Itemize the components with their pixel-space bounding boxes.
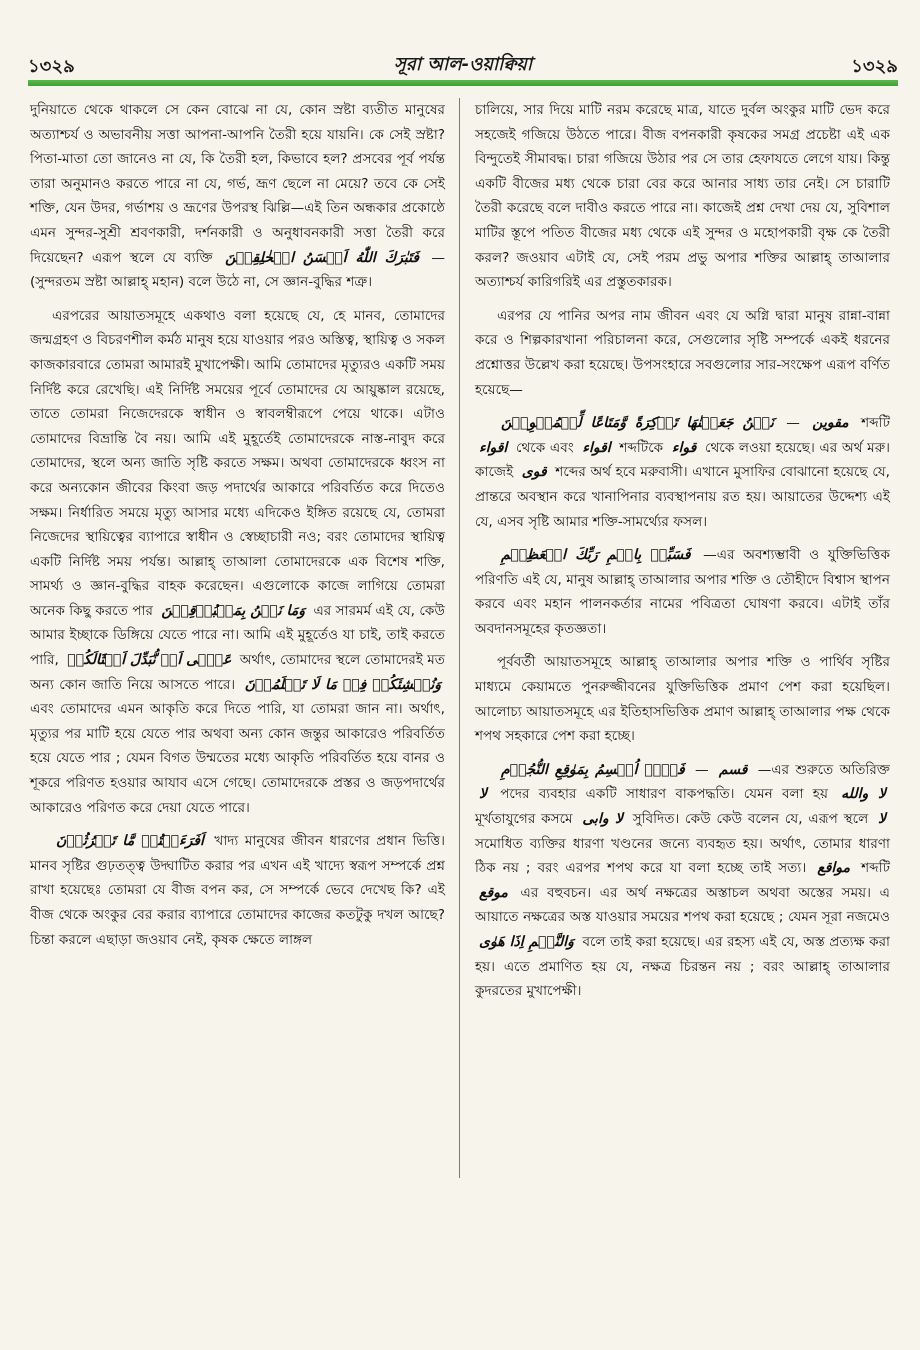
right-paragraph-6 bbox=[475, 758, 890, 1004]
column-divider bbox=[459, 98, 460, 1178]
arabic-verse: وَمَا نَحۡنُ بِمَسۡبُوۡقِيۡنَ bbox=[161, 602, 306, 619]
arabic-verse: وَالنَّجۡمِ اِذَا هَوٰى bbox=[479, 934, 574, 950]
text-run: শব্দের অর্থ হবে মরুবাসী। এখানে মুসাফির বোঝানো হয়েছে যে, প্রান্তরে অবস্থান করে খানাপিনার ব্যবস্থাপনায় রত হয়। আয়াতের উদ্দেশ্য এই যে, এসব সৃষ্টি আমার শক্তি-সামর্থ্যের ফসল। bbox=[475, 464, 890, 530]
arabic-word: لا bbox=[878, 811, 886, 828]
left-paragraph-1 bbox=[30, 98, 445, 295]
text-run: শব্দটিকে bbox=[619, 439, 664, 456]
arabic-verse: فَتَبٰرَكَ اللّٰهُ اَحۡسَنُ الۡخٰلِقِيۡنَ bbox=[225, 249, 420, 266]
arabic-word: موقع bbox=[479, 884, 508, 901]
header-rule bbox=[28, 80, 898, 86]
arabic-word: لا bbox=[479, 786, 487, 803]
arabic-word: اقواء bbox=[582, 439, 611, 456]
arabic-verse: فَسَبِّحۡ بِاسۡمِ رَبِّكَ الۡعَظِيۡمِ bbox=[501, 547, 691, 564]
text-run: থেকে লওয়া হয়েছে। এর অর্থ মরু। কাজেই bbox=[475, 439, 891, 481]
arabic-verse: وَنُنۡشِئَكُمۡ فِیۡ مَا لَا تَعۡلَمُوۡنَ bbox=[244, 676, 442, 693]
text-run: শব্দটি bbox=[861, 860, 890, 877]
left-column bbox=[30, 98, 445, 961]
text-run: মূর্খতাযুগের কসমে bbox=[475, 811, 573, 828]
text-run: —এর শুরুতে অতিরিক্ত bbox=[757, 761, 891, 778]
arabic-verse: عَلٰۤى اَنۡ نُّبَدِّلَ اَمۡثَالَكُمۡ bbox=[67, 652, 232, 669]
arabic-word: لا وابى bbox=[582, 811, 623, 828]
right-paragraph-5 bbox=[475, 650, 890, 748]
right-paragraph-3 bbox=[475, 411, 890, 534]
text-run: এর সারমর্ম এই যে, কেউ আমার ইচ্ছাকে ডিঙ্গিয়ে যেতে পারে না। আমি এই মুহূর্তেও যা চাই, তাই করতে পারি, bbox=[30, 602, 446, 669]
text-run: —(সুন্দরতম স্রষ্টা আল্লাহ্ মহান) বলে উঠে না, সে জ্ঞান-বুদ্ধির শত্রু। bbox=[30, 249, 445, 291]
text-run: পদের ব্যবহার একটি সাধারণ বাকপদ্ধতি। যেমন বলা হয় bbox=[500, 786, 828, 803]
page-number-right: ১৩২৯ bbox=[851, 56, 898, 77]
page-header bbox=[28, 46, 898, 86]
text-run: এরপর যে পানির অপর নাম জীবন এবং যে অগ্নি দ্বারা মানুষ রান্না-বান্না করে ও শিল্পকারখানা পরিচালনা করে, সেগুলোর সৃষ্টি সম্পর্কে একই ধরনের প্রশ্নোত্তর উল্লেখ করা হয়েছে। উপসংহারে সবগুলোর সার-সংক্ষেপ এরূপ বর্ণিত হয়েছে— bbox=[475, 307, 890, 398]
text-run: চালিয়ে, সার দিয়ে মাটি নরম করেছে মাত্র, যাতে দুর্বল অংকুর মাটি ভেদ করে সহজেই গজিয়ে উঠতে পারে। বীজ বপনকারী কৃষকের সমগ্র প্রচেষ্টা এই এক বিন্দুতেই সীমাবদ্ধ। চারা গজিয়ে উঠার পর সে তার হেফাযতে লেগে যায়। কিন্তু একটি বীজের মধ্য থেকে চারা বের করে আনার সাধ্য তার নেই। সে চারাটি তৈরী করেছে বলে দাবীও করতে পারে না। কাজেই প্রশ্ন দেখা দেয় যে, সুবিশাল মাটির স্তূপে পতিত বীজের মধ্য থেকে এই সুন্দর ও মহোপকারী বৃক্ষ কে তৈরী করল? জওয়াব এটাই যে, সেই পরম প্রভু অপার শক্তির আল্লাহ্ তাআলার অত্যাশ্চর্য কারিগরিই এর প্রস্তুতকারক। bbox=[475, 102, 890, 291]
arabic-word: مواقع bbox=[817, 860, 851, 877]
text-run: সুবিদিত। কেউ কেউ বলেন যে, এরূপ স্থলে bbox=[632, 811, 869, 828]
arabic-verse: اَفَرَءَيۡتُمۡ مَّا تَحۡرُثُوۡنَ bbox=[56, 833, 204, 850]
right-column bbox=[475, 98, 890, 1013]
text-run: এর বহুবচন। এর অর্থ নক্ষত্রের অস্তাচল অথবা অস্তের সময়। এ আয়াতে নক্ষত্রের অস্ত যাওয়ার সময়ের শপথ করা হয়েছে ; যেমন সূরা নজমেও bbox=[475, 884, 890, 926]
text-run: দুনিয়াতে থেকে থাকলে সে কেন বোঝে না যে, কোন স্রষ্টা ব্যতীত মানুষের অত্যাশ্চর্য ও অভাবনীয় সত্তা আপনা-আপনি তৈরী হয়ে যায়নি। কে সেই স্রষ্টা? পিতা-মাতা তো জানেও না যে, কি তৈরী হল, কিভাবে হল? প্রসবের পূর্ব পর্যন্ত তারা অনুমানও করতে পারে না যে, গর্ভ, ভ্রূণ ছেলে না মেয়ে? তবে কে সেই শক্তি, যেন উদর, গর্ভাশয় ও ভ্রূণের উপরস্থ ঝিল্লি—এই তিন অন্ধকার প্রকোষ্ঠে এমন সুন্দর-সুশ্রী শ্রবণকারী, দর্শনকারী ও অনুধাবনকারী সত্তা তৈরী করে দিয়েছেন? এরূপ স্থলে যে ব্যক্তি bbox=[30, 102, 445, 266]
right-paragraph-4 bbox=[475, 543, 890, 641]
left-paragraph-3 bbox=[30, 829, 445, 952]
right-paragraph-1 bbox=[475, 98, 890, 295]
text-run: —এর অবশ্যম্ভাবী ও যুক্তিভিত্তিক পরিণতি এই যে, মানুষ আল্লাহ্ তাআলার অপার শক্তি ও তৌহীদে বিশ্বাস স্থাপন করবে এবং মহান পালনকর্তার নামের পবিত্রতা ঘোষণা করবে। এটাই তাঁর অবদানসমূহের কৃতজ্ঞতা। bbox=[475, 547, 890, 637]
text-run: খাদ্য মানুষের জীবন ধারণের প্রধান ভিত্তি। মানব সৃষ্টির গুঢ়তত্ত্ব উদ্ঘাটিত করার পর এখন এই খাদ্যে স্বরূপ সম্পর্কে প্রশ্ন রাখা হয়েছেঃ তোমরা যে বীজ বপন কর, সে সম্পর্কে ভেবে দেখেছ কি? এই বীজ থেকে অংকুর বের করার ব্যাপারে তোমাদের কাজের কতটুকু দখল আছে? চিন্তা করলে এছাড়া জওয়াব নেই, কৃষক ক্ষেতে লাঙ্গল bbox=[30, 833, 446, 948]
text-run: অর্থাৎ, তোমাদের স্থলে তোমাদেরই মত অন্য কোন জাতি নিয়ে আসতে পারে। bbox=[30, 652, 445, 693]
text-run: — bbox=[694, 761, 709, 778]
arabic-word: قسم bbox=[718, 761, 748, 778]
text-run: থেকে এবং bbox=[515, 439, 574, 456]
right-paragraph-2 bbox=[475, 304, 890, 402]
arabic-word: مقوين bbox=[812, 415, 849, 432]
left-paragraph-2 bbox=[30, 304, 445, 820]
text-run: এরপরের আয়াতসমূহে একথাও বলা হয়েছে যে, হে মানব, তোমাদের জন্মগ্রহণ ও বিচরণশীল কর্মঠ মানুষ হয়ে যাওয়ার পরও অস্তিত্ব, স্থায়িত্ব ও সকল কাজকারবারে তোমরা আমারই মুখাপেক্ষী। আমি তোমাদের মৃত্যুরও একটি সময় নির্দিষ্ট করে রেখেছি। এই নির্দিষ্ট সময়ের পূর্বে তোমাদের যে আয়ুষ্কাল রয়েছে, তাতে তোমরা নিজেদেরকে স্বাধীন ও স্বাবলম্বীরূপে পেয়ে থাকে। এটাও তোমাদের বিভ্রান্তি বৈ নয়। আমি এই মুহূর্তেই তোমাদেরকে নাস্ত-নাবুদ করে তোমাদের, স্থলে অন্য জাতি সৃষ্টি করতে সক্ষম। অথবা তোমাদেরকে ধ্বংস না করে অন্যকোন জীবের কিংবা জড় পদার্থের আকারে পরিবর্তিত করে দিতেও সক্ষম। নির্ধারিত সময়ে মৃত্যু আসার মধ্যে এদিকেও ইঙ্গিত রয়েছে যে, তোমরা নিজেদের স্থায়িত্বের ব্যাপারে স্বাধীন ও স্বেচ্ছাচারী নও; বরং তোমাদের স্থায়িত্ব একটি নির্দিষ্ট সময় পর্যন্ত। আল্লাহ্ তাআলা তোমাদেরকে এক বিশেষ শক্তি, সামর্থ্য ও জ্ঞান-বুদ্ধির বাহক করেছেন। এগুলোকে কাজে লাগিয়ে তোমরা অনেক কিছু করতে পার bbox=[30, 307, 445, 619]
text-run: বলে তাই করা হয়েছে। এর রহস্য এই যে, অস্ত প্রত্যক্ষ করা হয়। এতে প্রমাণিত হয় যে, নক্ষত্র চিরন্তন নয় ; বরং আল্লাহ্ তাআলার কুদরতের মুখাপেক্ষী। bbox=[475, 934, 890, 1000]
arabic-word: لا والله bbox=[841, 786, 886, 803]
text-run: সমোধিত ব্যক্তির ধারণা খণ্ডনের জন্যে ব্যবহৃত হয়। অর্থাৎ, তোমার ধারণা ঠিক নয় ; বরং এরপর শপথ করে যা বলা হচ্ছে তাই সত্য। bbox=[475, 835, 890, 877]
text-run: শব্দটি bbox=[861, 415, 890, 432]
arabic-word: قواء bbox=[671, 439, 697, 456]
surah-title: সূরা আল-ওয়াক্বিয়া bbox=[393, 54, 533, 75]
text-run: পূর্ববর্তী আয়াতসমূহে আল্লাহ্ তাআলার অপার শক্তি ও পার্থিব সৃষ্টির মাধ্যমে কেয়ামতে পুনরুজ্জীবনের যুক্তিভিত্তিক প্রমাণ পেশ করা হয়েছিল। আলোচ্য আয়াতসমূহে এর ইতিহাসভিত্তিক প্রমাণ আল্লাহ্ তাআলার পক্ষ থেকে শপথ সহকারে পেশ করা হচ্ছে। bbox=[475, 654, 890, 745]
arabic-verse: فَلَاۤ اُقۡسِمُ بِمَوٰقِعِ النُّجُوۡمِ bbox=[501, 761, 685, 778]
page-number-left: ১৩২৯ bbox=[28, 56, 75, 77]
arabic-word: اقواء bbox=[479, 439, 508, 456]
text-run: — bbox=[786, 415, 800, 432]
arabic-word: قوى bbox=[521, 464, 547, 481]
text-run: এবং তোমাদের এমন আকৃতি করে দিতে পারি, যা তোমরা জান না। অর্থাৎ, মৃত্যুর পর মাটি হয়ে যেতে পার অথবা অন্য কোন জন্তুর আকারেও পরিবর্তিত হয়ে যেতে পার ; যেমন বিগত উম্মতের মধ্যে আকৃতি পরিবর্তিত হয়ে বানর ও শূকরে পরিণত হওয়ার আযাব এসে গেছে। তোমাদেরকে প্রস্তর ও জড়পদার্থের আকারেও পরিণত করে দেয়া যেতে পারে। bbox=[30, 701, 445, 816]
arabic-verse: نَحۡنُ جَعَلۡنٰهَا تَذۡكِرَةً وَّمَتَاعًا لِّلۡمُقۡوِيۡنَ bbox=[501, 415, 774, 432]
